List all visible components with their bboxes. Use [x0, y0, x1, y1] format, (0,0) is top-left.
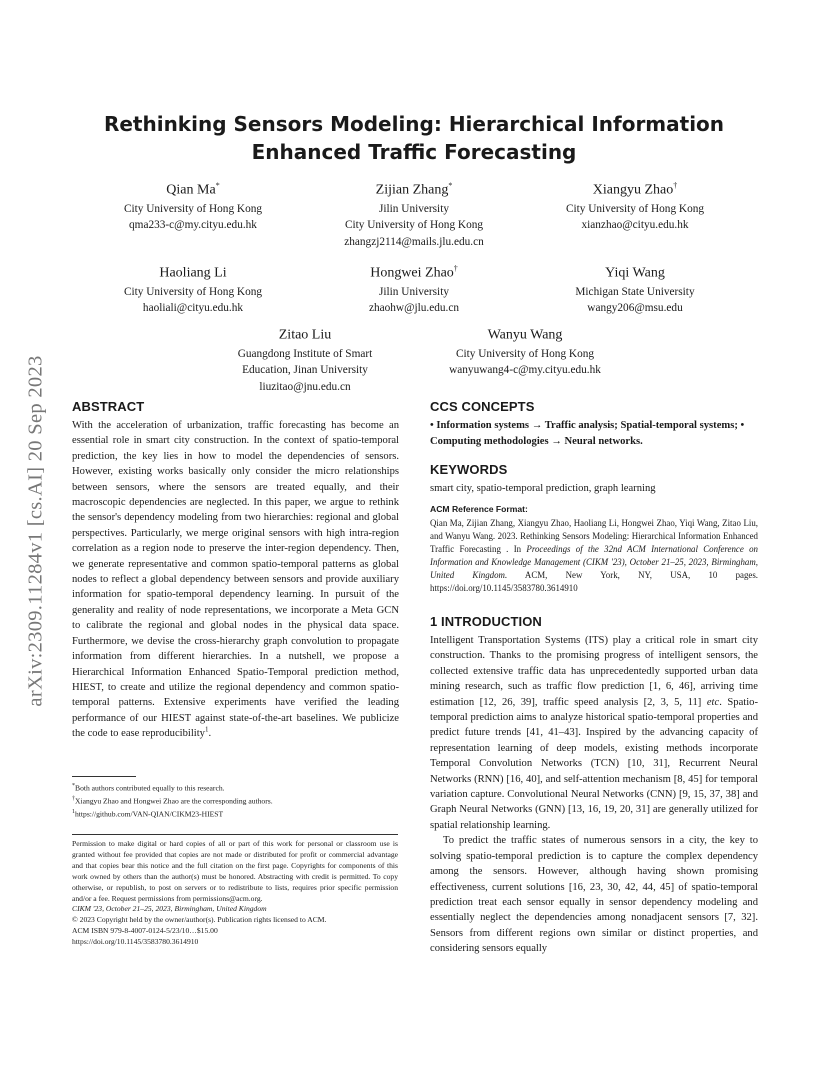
author-block: [98, 176, 288, 234]
author-name: Zijian Zhang: [375, 182, 449, 198]
title-line-1: Rethinking Sensors Modeling: Hierarchical Information: [103, 112, 725, 136]
footnote-item: [72, 781, 402, 794]
author-affiliation: City University of Hong Kong: [123, 285, 263, 298]
author-block: [540, 176, 730, 234]
author-mark: †: [453, 264, 458, 273]
keywords-heading: KEYWORDS: [430, 462, 508, 477]
author-affiliation: City University of Hong Kong: [123, 202, 263, 215]
footnotes: [72, 781, 402, 820]
permission-block: [72, 839, 398, 948]
acm-ref-tail: ACM, New York, NY, USA, 10 pages. https://doi.org/10.1145/3583780.3614910: [430, 569, 758, 593]
author-affiliation: Guangdong Institute of Smart: [237, 347, 373, 360]
intro-paragraph-1: [430, 633, 758, 833]
permission-divider: [72, 834, 398, 835]
footnote-text: Xiangyu Zhao and Hongwei Zhao are the corresponding authors.: [75, 796, 273, 806]
author-affiliation: Jilin University: [379, 285, 449, 298]
author-name: Haoliang Li: [159, 265, 227, 281]
author-name: Xiangyu Zhao: [592, 182, 674, 198]
abstract-end: .: [208, 728, 212, 740]
acm-ref-text: [430, 517, 758, 594]
footnote-item: [72, 794, 402, 807]
author-email: wanyuwang4-c@my.cityu.edu.hk: [449, 364, 601, 377]
author-affiliation: City University of Hong Kong: [344, 219, 484, 232]
footnote-item: [72, 807, 402, 820]
author-affiliation: City University of Hong Kong: [455, 347, 595, 360]
author-block: [540, 259, 730, 317]
author-affiliation: Michigan State University: [575, 285, 695, 298]
author-email: wangy206@msu.edu: [587, 302, 683, 315]
ccs-heading: CCS CONCEPTS: [430, 399, 535, 414]
title-line-2: Enhanced Traffic Forecasting: [251, 140, 577, 164]
author-name: Hongwei Zhao: [370, 265, 454, 281]
copyright-line: © 2023 Copyright held by the owner/author(s). Publication rights licensed to ACM.: [72, 915, 327, 925]
paper-title: [72, 110, 756, 166]
author-mark: †: [673, 181, 678, 190]
abstract-text: With the acceleration of urbanization, traffic forecasting has become an essential role in smart city construction. In the context of spatio-temporal prediction, the key lies in how to model the dependencies of sensors. However, existing works basically only consider the micro relationships between sensors, where the sensors are treated equally, and their macroscopic dependencies are neglected. In this paper, we argue to rethink the sensor's dependency modeling from two hierarchies: regional and global perspectives. Particularly, we merge original sensors with high intra-region correlation as a region node to preserve the inter-region dependency. Then, we generate representative and common spatio-temporal patterns as global nodes to reflect a global dependency between sensors and provide auxiliary information for spatio-temporal dependency learning. In pursuit of the generality and reality of node representations, we incorporate a Meta GCN to calibrate the regional and global nodes in the physical data space. Furthermore, we devise the cross-hierarchy graph convolution to propagate information from different hierarchies. In a nutshell, we propose a Hierarchical Information Enhanced Spatio-Temporal prediction method, HIEST, to create and utilize the regional dependency and common spatio-temporal patterns. Extensive experiments have verified the leading performance of our HIEST against state-of-the-art baselines. We publicize the code to ease reproducibility: [72, 420, 399, 740]
acm-ref-body: Qian Ma, Zijian Zhang, Xiangyu Zhao, Haoliang Li, Hongwei Zhao, Yiqi Wang, Zitao Liu, and Wanyu Wang. 2023. Rethinking Sensors Modeling: Hierarchical Information Enhanced Traffic Forecasting . In: [430, 518, 758, 554]
author-block: [314, 176, 514, 250]
author-email: xianzhao@cityu.edu.hk: [581, 219, 689, 232]
arxiv-stamp-text: arXiv:2309.11284v1 [cs.AI] 20 Sep 2023: [24, 355, 47, 707]
arxiv-stamp: [22, 296, 50, 766]
footnote-mark: *: [72, 783, 75, 789]
footnote-divider: [72, 776, 136, 777]
footnote-mark: 1: [72, 809, 75, 816]
abstract-body: [72, 418, 399, 742]
author-mark: *: [448, 181, 453, 190]
footnote-link[interactable]: https://github.com/VAN-QIAN/CIKM23-HIEST: [75, 809, 224, 819]
acm-ref-proceedings: Proceedings of the 32nd ACM International Conference on Information and Knowledge Management (CIKM '23), October 21–25, 2023, Birmingham, United Kingdom.: [430, 543, 758, 580]
intro-text: Intelligent Transportation Systems (ITS) play a critical role in smart city construction. Thanks to the promising progress of intelligent sensors, the collected extensive traffic data has unprecedentedly supported urban data mining research, such as traffic flow prediction [1, 6, 46], arriving time estimation [12, 26, 39], traffic speed analysis [2, 3, 5, 11]: [430, 635, 758, 708]
footnote-text: Both authors contributed equally to this research.: [75, 783, 225, 793]
author-email: haoliali@cityu.edu.hk: [142, 302, 244, 315]
author-block: [425, 321, 625, 379]
intro-text: . Spatio-temporal prediction aims to analyze historical spatio-temporal properties and predict future trends [41, 41–43]. Inspired by the advancing capacity of representation learning of deep models, existing methods incorporate Temporal Convolution Networks (TCN) [10, 31], Recurrent Neural Networks (RNN) [16, 40], and self-attention mechanism [8, 45] for temporal variation capture. Convolutional Neural Networks (CNN) [9, 15, 37, 38] and Graph Neural Networks (GNN) [13, 16, 19, 20, 31] are generally utilized for spatial relationship learning.: [430, 696, 758, 831]
author-email: liuzitao@jnu.edu.cn: [259, 380, 351, 393]
acm-ref-heading: ACM Reference Format:: [430, 504, 528, 514]
venue-line: CIKM '23, October 21–25, 2023, Birmingham, United Kingdom: [72, 904, 267, 914]
author-affiliation: City University of Hong Kong: [565, 202, 705, 215]
author-email: qma233-c@my.cityu.edu.hk: [129, 219, 257, 232]
author-affiliation: Jilin University: [379, 202, 449, 215]
author-name: Qian Ma: [166, 182, 216, 198]
author-name: Wanyu Wang: [487, 327, 563, 343]
author-block: [314, 259, 514, 317]
abstract-footnote-mark: 1: [204, 725, 209, 734]
author-email: zhangzj2114@mails.jlu.edu.cn: [344, 235, 484, 248]
ccs-text: • Information systems → Traffic analysis; Spatial-temporal systems; • Computing methodologies → Neural networks.: [430, 420, 745, 447]
intro-etc: etc: [706, 696, 720, 708]
isbn-line: ACM ISBN 979-8-4007-0124-5/23/10…$15.00: [72, 926, 218, 936]
author-mark: *: [215, 181, 220, 190]
keywords-text: smart city, spatio-temporal prediction, graph learning: [430, 483, 656, 494]
intro-heading: 1 INTRODUCTION: [430, 614, 542, 629]
author-block: [210, 321, 400, 395]
doi-link[interactable]: https://doi.org/10.1145/3583780.3614910: [72, 937, 199, 947]
abstract-heading: ABSTRACT: [72, 399, 145, 414]
intro-body: [430, 633, 758, 957]
author-name: Yiqi Wang: [605, 265, 665, 281]
author-name: Zitao Liu: [278, 327, 332, 343]
permission-text: Permission to make digital or hard copies of all or part of this work for personal or classroom use is granted without fee provided that copies are not made or distributed for profit or commercial advantage and that copies bear this notice and the full citation on the first page. Copyrights for components of this work owned by others than the author(s) must be honored. Abstracting with credit is permitted. To copy otherwise, or republish, to post on servers or to redistribute to lists, requires prior specific permission and/or a fee. Request permissions from permissions@acm.org.: [72, 839, 398, 903]
author-email: zhaohw@jlu.edu.cn: [368, 302, 460, 315]
intro-paragraph-2: To predict the traffic states of numerous sensors in a city, the key to solving spatio-temporal prediction is to capture the complex dependency among the sensors. However, although having shown promising effectiveness, current solutions [16, 23, 30, 42, 44, 45] of spatio-temporal prediction treat each sensor equally in sensor dependency modeling and essentially neglect the dependencies among nonadjacent sensors [7, 32]. Sensors from different regions own similar or distinct properties, and considering sensors equally: [430, 835, 758, 955]
author-block: [98, 259, 288, 317]
footnote-mark: †: [72, 796, 75, 803]
author-affiliation: Education, Jinan University: [242, 364, 368, 377]
